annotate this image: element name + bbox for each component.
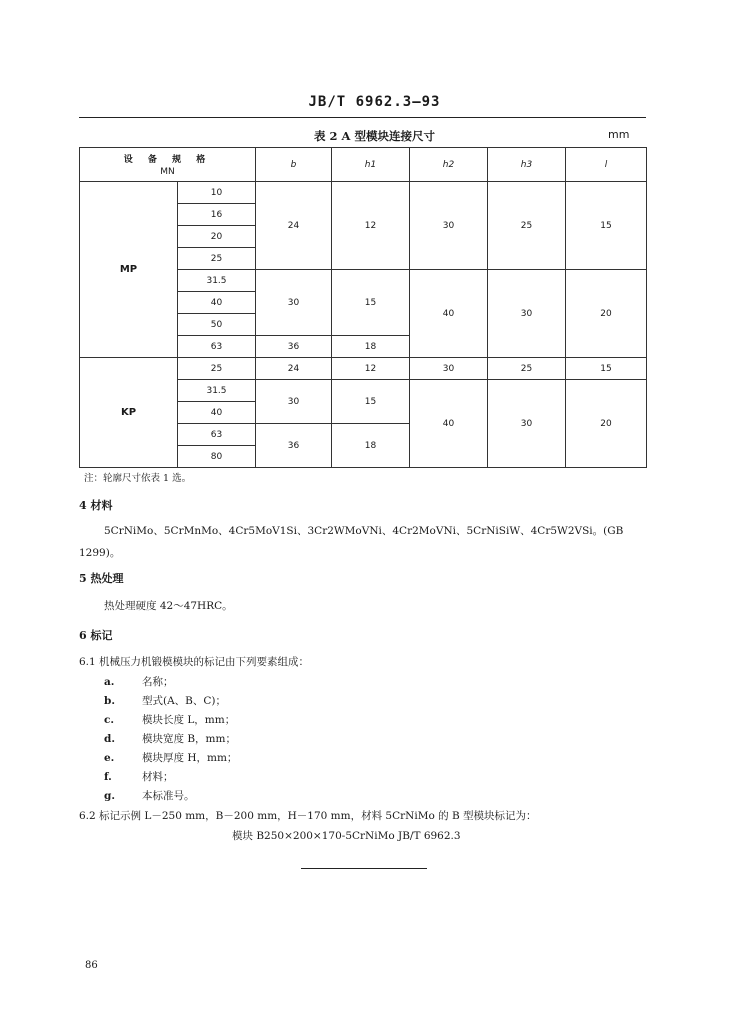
spec-cell: 63	[178, 336, 256, 358]
section-6-1: 6.1 机械压力机锻模模块的标记由下列要素组成：	[79, 656, 310, 668]
list-item: a. 名称；	[104, 676, 174, 688]
spec-cell: 50	[178, 314, 256, 336]
page-number: 86	[85, 960, 98, 971]
value-cell: 15	[332, 270, 410, 336]
value-cell: 30	[256, 270, 332, 336]
spec-cell: 31.5	[178, 270, 256, 292]
spec-cell: 40	[178, 402, 256, 424]
value-cell: 12	[332, 182, 410, 270]
spec-cell: 10	[178, 182, 256, 204]
value-cell: 20	[566, 380, 647, 468]
standard-code: JB/T 6962.3—93	[308, 94, 441, 110]
section-4-heading: 4 材料	[79, 499, 113, 512]
section-6-heading: 6 标记	[79, 629, 113, 642]
group-mp: MP	[80, 182, 178, 358]
value-cell: 15	[566, 182, 647, 270]
spec-cell: 31.5	[178, 380, 256, 402]
list-item: e. 模块厚度 H，mm；	[104, 752, 238, 764]
section-5-text: 热处理硬度 42～47HRC。	[104, 600, 233, 612]
marking-example: 模块 B250×200×170-5CrNiMo JB/T 6962.3	[232, 830, 461, 842]
list-item: d. 模块宽度 B，mm；	[104, 733, 236, 745]
value-cell: 36	[256, 336, 332, 358]
col-h3: h3	[488, 148, 566, 182]
value-cell: 12	[332, 358, 410, 380]
value-cell: 15	[332, 380, 410, 424]
list-item: f. 材料；	[104, 771, 174, 783]
value-cell: 36	[256, 424, 332, 468]
value-cell: 30	[488, 380, 566, 468]
list-item: b. 型式(A、B、C)；	[104, 695, 227, 707]
col-l: l	[566, 148, 647, 182]
value-cell: 40	[410, 380, 488, 468]
table-caption: 表 2 A 型模块连接尺寸	[314, 129, 435, 143]
dimension-table	[79, 147, 647, 468]
spec-cell: 20	[178, 226, 256, 248]
spec-cell: 25	[178, 248, 256, 270]
group-kp: KP	[80, 358, 178, 468]
col-b: b	[256, 148, 332, 182]
value-cell: 30	[410, 182, 488, 270]
col-h2: h2	[410, 148, 488, 182]
spec-cell: 40	[178, 292, 256, 314]
value-cell: 40	[410, 270, 488, 358]
value-cell: 25	[488, 358, 566, 380]
list-item: c. 模块长度 L，mm；	[104, 714, 236, 726]
value-cell: 25	[488, 182, 566, 270]
end-rule	[301, 868, 427, 869]
list-item: g. 本标准号。	[104, 790, 195, 802]
value-cell: 30	[256, 380, 332, 424]
value-cell: 18	[332, 336, 410, 358]
col-h1: h1	[332, 148, 410, 182]
section-5-heading: 5 热处理	[79, 572, 124, 585]
spec-cell: 63	[178, 424, 256, 446]
header-rule	[79, 117, 646, 118]
spec-cell: 25	[178, 358, 256, 380]
value-cell: 15	[566, 358, 647, 380]
section-4-text: 5CrNiMo、5CrMnMo、4Cr5MoV1Si、3Cr2WMoVNi、4Cr2MoVNi、5CrNiSiW、4Cr5W2VSi。(GB 1299)。	[79, 525, 624, 559]
spec-cell: 80	[178, 446, 256, 468]
value-cell: 24	[256, 182, 332, 270]
spec-header: 设 备 规 格 MN	[80, 148, 256, 182]
spec-cell: 16	[178, 204, 256, 226]
table-unit: mm	[608, 128, 630, 141]
section-6-2: 6.2 标记示例 L－250 mm，B－200 mm，H－170 mm，材料 5CrNiMo 的 B 型模块标记为：	[79, 810, 537, 822]
value-cell: 24	[256, 358, 332, 380]
value-cell: 30	[410, 358, 488, 380]
value-cell: 30	[488, 270, 566, 358]
value-cell: 18	[332, 424, 410, 468]
table-note: 注：轮廓尺寸依表 1 选。	[84, 473, 192, 484]
value-cell: 20	[566, 270, 647, 358]
